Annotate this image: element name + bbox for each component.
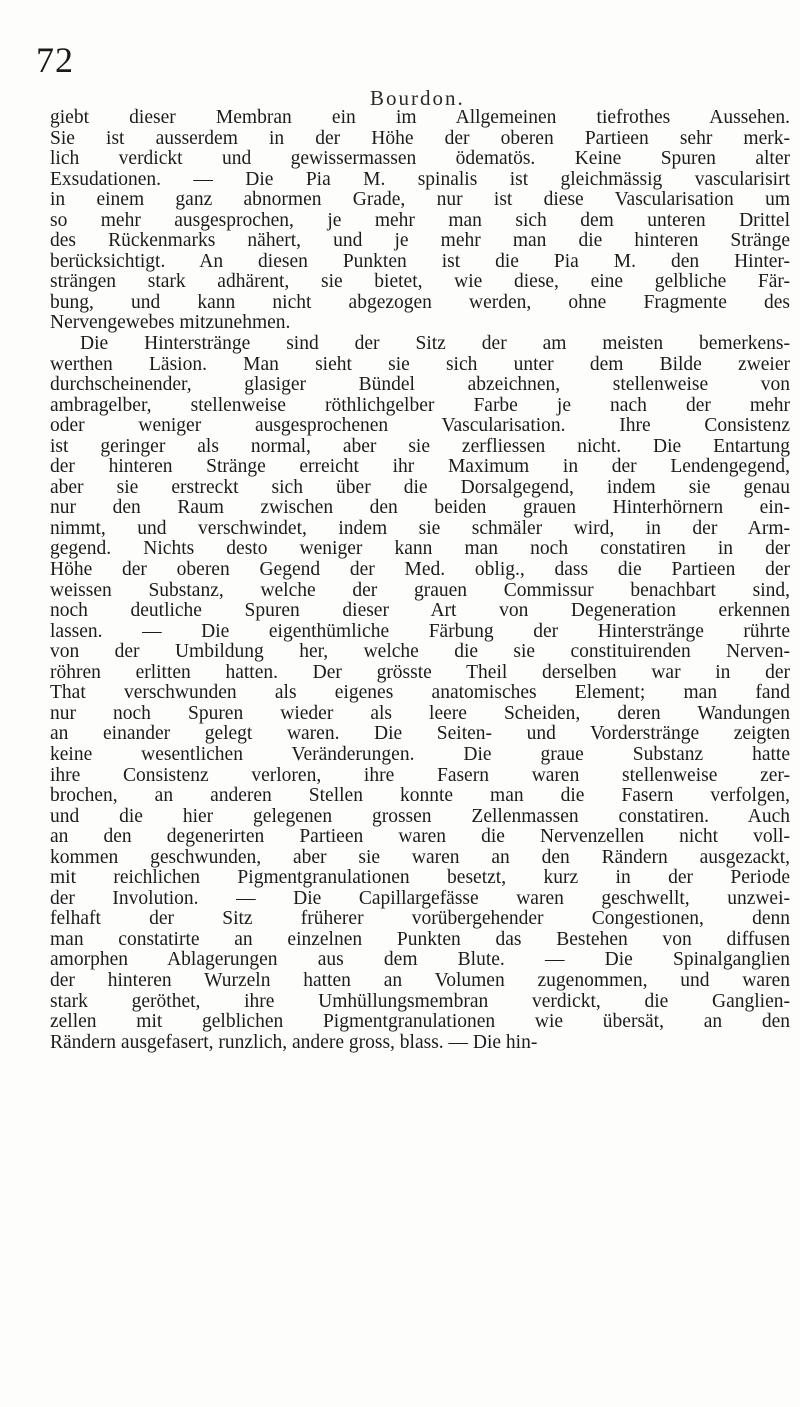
text-line: nimmt, und verschwindet, indem sie schmäler wird, in der Arm- — [50, 518, 790, 539]
paragraph — [50, 108, 790, 334]
text-line: berücksichtigt. An diesen Punkten ist die Pia M. den Hinter- — [50, 251, 790, 272]
text-line: lassen. — Die eigenthümliche Färbung der Hinterstränge rührte — [50, 621, 790, 642]
text-line: röhren erlitten hatten. Der grösste Theil derselben war in der — [50, 662, 790, 683]
text-line: lich verdickt und gewissermassen ödematös. Keine Spuren alter — [50, 149, 790, 170]
paragraph — [50, 334, 790, 1053]
text-line: von der Umbildung her, welche die sie constituirenden Nerven- — [50, 642, 790, 663]
text-line: des Rückenmarks nähert, und je mehr man die hinteren Stränge — [50, 231, 790, 252]
text-line: und die hier gelegenen grossen Zellenmassen constatiren. Auch — [50, 806, 790, 827]
text-line: an einander gelegt waren. Die Seiten- und Vorderstränge zeigten — [50, 724, 790, 745]
text-line: zellen mit gelblichen Pigmentgranulationen wie übersät, an den — [50, 1012, 790, 1033]
text-line: keine wesentlichen Veränderungen. Die graue Substanz hatte — [50, 744, 790, 765]
text-line: durchscheinender, glasiger Bündel abzeichnen, stellenweise von — [50, 375, 790, 396]
text-line: der hinteren Wurzeln hatten an Volumen zugenommen, und waren — [50, 970, 790, 991]
text-line: ambragelber, stellenweise röthlichgelber Farbe je nach der mehr — [50, 395, 790, 416]
text-line: werthen Läsion. Man sieht sie sich unter dem Bilde zweier — [50, 354, 790, 375]
body-text — [50, 108, 790, 1053]
text-line: man constatirte an einzelnen Punkten das Bestehen von diffusen — [50, 929, 790, 950]
text-line: oder weniger ausgesprochenen Vascularisation. Ihre Consistenz — [50, 416, 790, 437]
text-line: giebt dieser Membran ein im Allgemeinen tiefrothes Aussehen. — [50, 108, 790, 128]
text-line: der hinteren Stränge erreicht ihr Maximum in der Lendengegend, — [50, 457, 790, 478]
text-line: Nervengewebes mitzunehmen. — [50, 313, 291, 334]
text-line: brochen, an anderen Stellen konnte man die Fasern verfolgen, — [50, 786, 790, 807]
text-line: der Involution. — Die Capillargefässe waren geschwellt, unzwei- — [50, 888, 790, 909]
text-line: Sie ist ausserdem in der Höhe der oberen Partieen sehr merk- — [50, 128, 790, 149]
text-line: Rändern ausgefasert, runzlich, andere gross, blass. — Die hin- — [50, 1032, 538, 1053]
text-line: mit reichlichen Pigmentgranulationen besetzt, kurz in der Periode — [50, 868, 790, 889]
text-line: weissen Substanz, welche der grauen Commissur benachbart sind, — [50, 580, 790, 601]
text-line: strängen stark adhärent, sie bietet, wie diese, eine gelbliche Fär- — [50, 272, 790, 293]
text-line: gegend. Nichts desto weniger kann man noch constatiren in der — [50, 539, 790, 560]
text-line: Die Hinterstränge sind der Sitz der am meisten bemerkens- — [80, 334, 790, 355]
text-line: nur noch Spuren wieder als leere Scheiden, deren Wandungen — [50, 703, 790, 724]
text-line: aber sie erstreckt sich über die Dorsalgegend, indem sie genau — [50, 477, 790, 498]
text-line: felhaft der Sitz früherer vorübergehender Congestionen, denn — [50, 909, 790, 930]
text-line: ist geringer als normal, aber sie zerfliessen nicht. Die Entartung — [50, 436, 790, 457]
text-line: stark geröthet, ihre Umhüllungsmembran verdickt, die Ganglien- — [50, 991, 790, 1012]
running-head: Bourdon. — [370, 86, 465, 110]
text-line: ihre Consistenz verloren, ihre Fasern waren stellenweise zer- — [50, 765, 790, 786]
text-line: Höhe der oberen Gegend der Med. oblig., dass die Partieen der — [50, 560, 790, 581]
text-line: in einem ganz abnormen Grade, nur ist diese Vascularisation um — [50, 190, 790, 211]
text-line: That verschwunden als eigenes anatomisches Element; man fand — [50, 683, 790, 704]
text-line: amorphen Ablagerungen aus dem Blute. — Die Spinalganglien — [50, 950, 790, 971]
page-number: 72 — [36, 40, 74, 80]
text-line: Exsudationen. — Die Pia M. spinalis ist gleichmässig vascularisirt — [50, 169, 790, 190]
text-line: an den degenerirten Partieen waren die Nervenzellen nicht voll- — [50, 827, 790, 848]
text-line: nur den Raum zwischen den beiden grauen Hinterhörnern ein- — [50, 498, 790, 519]
text-line: so mehr ausgesprochen, je mehr man sich dem unteren Drittel — [50, 210, 790, 231]
text-line: noch deutliche Spuren dieser Art von Degeneration erkennen — [50, 601, 790, 622]
text-line: kommen geschwunden, aber sie waren an den Rändern ausgezackt, — [50, 847, 790, 868]
text-line: bung, und kann nicht abgezogen werden, ohne Fragmente des — [50, 292, 790, 313]
